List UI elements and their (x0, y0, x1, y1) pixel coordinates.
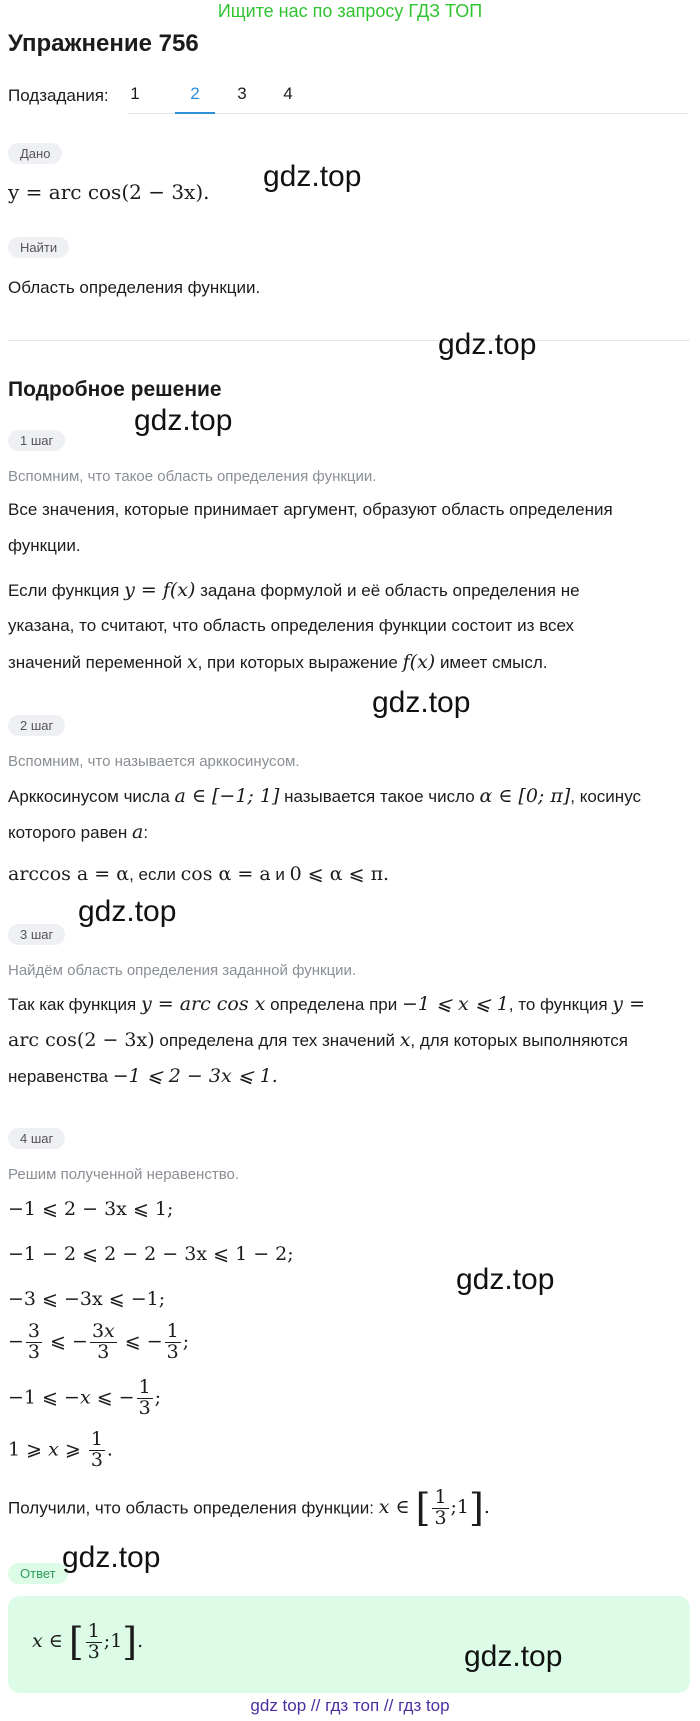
watermark: gdz.top (372, 686, 471, 719)
active-tab-indicator (175, 112, 215, 114)
solution-title: Подробное решение (8, 378, 222, 401)
step-4-eq-5: −1 ⩽ −x ⩽ − $\frac{1}{3}$ ; (8, 1376, 162, 1419)
subtasks-label: Подзадания: (8, 86, 109, 105)
step-1-hint: Вспомним, что такое область определения функции. (8, 468, 377, 485)
tab-subtask-1[interactable]: 1 (130, 84, 140, 103)
step-1-text-1: Все значения, которые принимает аргумент, образуют область определения (8, 500, 613, 519)
watermark: gdz.top (464, 1640, 563, 1673)
find-text: Область определения функции. (8, 278, 261, 297)
step-2-text-1: Арккосинусом числа a ∈ [−1; 1] называется такое число α ∈ [0; π], косинус (8, 785, 642, 807)
step-4-eq-4: − $\frac{3}{3}$ ⩽ − $\frac{3x}{3}$ ⩽ − $\frac{1}{3}$ ; (8, 1320, 190, 1363)
step-1-text-1b: функции. (8, 536, 81, 555)
step-3-text-3: неравенства −1 ⩽ 2 − 3x ⩽ 1. (8, 1065, 278, 1087)
tab-subtask-2[interactable]: 2 (190, 84, 200, 103)
step-3-chip: 3 шаг (8, 924, 65, 945)
given-formula: y = arc cos(2 − 3x). (8, 180, 210, 204)
promo-banner[interactable]: Ищите нас по запросу ГДЗ ТОП (217, 1, 483, 21)
step-3-hint: Найдём область определения заданной функции. (8, 962, 357, 979)
step-2-formula: arccos a = α, если cos α = a и 0 ⩽ α ⩽ π. (8, 863, 390, 885)
step-4-conclusion: Получили, что область определения функции: x ∈ [ $\frac{1}{3}$ ;1]. (8, 1486, 490, 1531)
answer-formula: x ∈ [ $\frac{1}{3}$ ;1]. (32, 1619, 144, 1664)
step-4-chip: 4 шаг (8, 1128, 65, 1149)
footer-links[interactable]: gdz top // гдз топ // гдз top (250, 1696, 450, 1715)
step-3-text-1: Так как функция y = arc cos x определена при −1 ⩽ x ⩽ 1, то функция y = (8, 993, 645, 1015)
watermark: gdz.top (78, 895, 177, 928)
step-4-eq-1: −1 ⩽ 2 − 3x ⩽ 1; (8, 1198, 174, 1220)
watermark: gdz.top (263, 160, 362, 193)
step-1-text-3: указана, то считают, что область определения функции состоит из всех (8, 616, 575, 635)
step-4-eq-3: −3 ⩽ −3x ⩽ −1; (8, 1288, 166, 1310)
page-title: Упражнение 756 (8, 30, 199, 57)
step-3-text-2: arc cos(2 − 3x) определена для тех значений x, для которых выполняются (8, 1029, 629, 1051)
step-4-eq-6: 1 ⩾ x ⩾ $\frac{1}{3}$ . (8, 1428, 113, 1471)
watermark: gdz.top (438, 328, 537, 361)
step-2-hint: Вспомним, что называется арккосинусом. (8, 753, 300, 770)
tab-subtask-4[interactable]: 4 (283, 84, 293, 103)
step-4-eq-2: −1 − 2 ⩽ 2 − 2 − 3x ⩽ 1 − 2; (8, 1243, 294, 1265)
find-chip: Найти (8, 237, 69, 258)
answer-chip: Ответ (8, 1563, 68, 1584)
step-1-text-2: Если функция y = f(x) задана формулой и её область определения не (8, 579, 580, 601)
step-2-text-2: которого равен a: (8, 821, 149, 843)
given-chip: Дано (8, 143, 62, 164)
step-1-chip: 1 шаг (8, 430, 65, 451)
watermark: gdz.top (62, 1541, 161, 1574)
step-2-chip: 2 шаг (8, 715, 65, 736)
step-4-hint: Решим полученной неравенство. (8, 1166, 239, 1183)
tab-subtask-3[interactable]: 3 (237, 84, 247, 103)
section-divider (8, 340, 690, 341)
watermark: gdz.top (456, 1263, 555, 1296)
step-1-text-4: значений переменной x, при которых выражение f(x) имеет смысл. (8, 651, 548, 673)
watermark: gdz.top (134, 404, 233, 437)
